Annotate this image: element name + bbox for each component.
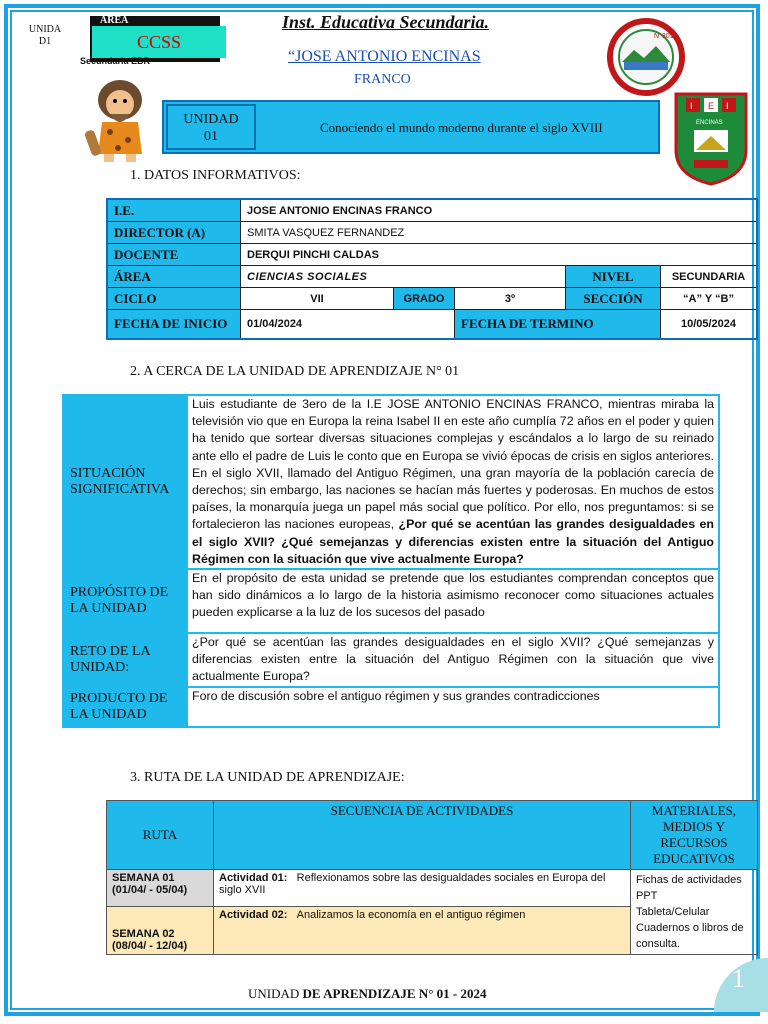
materials-cell (631, 870, 758, 955)
producto-label: PRODUCTO DE LA UNIDAD (63, 687, 187, 727)
school-round-logo (606, 18, 686, 96)
week-label: SEMANA 02 (112, 928, 175, 940)
activity-cell (214, 870, 631, 907)
unit-about-table (62, 394, 720, 728)
area-value-badge: CCSS (92, 26, 226, 58)
table-row (107, 199, 757, 222)
col-ruta: RUTA (107, 801, 214, 870)
situacion-text: Luis estudiante de 3ero de la I.E JOSE ANTONIO ENCINAS FRANCO, mientras miraba la televisión vio que en Europa la reina Isabel II en este año cumplía 72 años en el poder y quien ha tenido que sortear diversas situaciones complejas y escándalos a lo largo de su reinado ante ello el padre de Luis le conto que en Europa se vivió épocas de crisis en siglos anteriores. En el siglo XVII, llamado del Antiguo Régimen, una gran mayoría de la población carecía de derechos; sin embargo, las naciones se hacían más fuertes y poderosas. En muchos de estos países, la monarquía juega un papel más social que político. Por ello, nos preguntamos: si se fortalecieron las naciones europeas, (192, 397, 714, 532)
inicio-label: FECHA DE INICIO (107, 310, 241, 340)
caveman-mascot-image (80, 70, 160, 166)
table-row (107, 244, 757, 266)
week-cell (107, 907, 214, 955)
footer-bold: DE APRENDIZAJE N° 01 - 2024 (302, 986, 487, 1001)
table-row (63, 395, 719, 569)
unit-number-box (166, 104, 256, 150)
nivel-label: NIVEL (566, 266, 661, 288)
activity-description: Reflexionamos sobre las desigualdades sociales en Europa del siglo XVII (219, 872, 606, 896)
table-row (107, 310, 757, 340)
section-3-heading: 3. RUTA DE LA UNIDAD DE APRENDIZAJE: (130, 770, 405, 785)
proposito-label: PROPÓSITO DE LA UNIDAD (63, 569, 187, 633)
activity-label: Actividad 02: (219, 909, 288, 922)
unit-title: Conociendo el mundo moderno durante el siglo XVIII (320, 120, 603, 135)
shield-logo-text: ENCINAS (696, 120, 723, 126)
week-label: SEMANA 01 (112, 872, 175, 884)
situacion-cell (187, 395, 719, 569)
activity-description: Analizamos la economía en el antiguo régimen (296, 909, 526, 922)
termino-label: FECHA DE TERMINO (455, 310, 661, 340)
school-name: “JOSE ANTONIO ENCINAS (288, 48, 481, 65)
unit-label: UNIDAD (183, 112, 239, 127)
situacion-questions: ¿Por qué se acentúan las grandes desigualdades en el siglo XVII? ¿Qué semejanzas y diferencias existen entre la situación del Antiguo Régimen con la situación que vive actualmente Europa? (192, 517, 714, 566)
producto-text: Foro de discusión sobre el antiguo régimen y sus grandes contradicciones (187, 687, 719, 727)
col-materiales: MATERIALES, MEDIOS Y RECURSOS EDUCATIVOS (631, 801, 758, 870)
route-table (106, 800, 758, 955)
ie-label: I.E. (107, 199, 241, 222)
proposito-text: En el propósito de esta unidad se pretende que los estudiantes comprendan conceptos que han sido dinámicos a lo largo de la historia asimismo reconocer como situaciones actuales pueden explicarse a la luz de los sucesos del pasado (187, 569, 719, 633)
seccion-label: SECCIÓN (566, 288, 661, 310)
activity-label: Actividad 01: (219, 872, 288, 884)
table-row (107, 870, 758, 907)
area-row-label: ÁREA (107, 266, 241, 288)
table-row (107, 266, 757, 288)
seccion-value: “A” Y “B” (661, 288, 758, 310)
situacion-label: SITUACIÓN SIGNIFICATIVA (63, 395, 187, 569)
svg-text:I: I (690, 101, 693, 111)
docente-label: DOCENTE (107, 244, 241, 266)
page-number: 1 (732, 964, 745, 993)
grado-value: 3º (455, 288, 566, 310)
activity-cell (214, 907, 631, 955)
reto-text: ¿Por qué se acentúan las grandes desigualdades en el siglo XVII? ¿Qué semejanzas y diferencias existen entre la situación del Antiguo Régimen con la situación que vive actualmente Europa? (187, 633, 719, 687)
docente-value: DERQUI PINCHI CALDAS (241, 244, 758, 266)
inicio-value: 01/04/2024 (241, 310, 455, 340)
section-1-heading: 1. DATOS INFORMATIVOS: (130, 168, 301, 183)
table-row (63, 633, 719, 687)
footer-prefix: UNIDAD (248, 986, 300, 1001)
info-table (106, 198, 758, 340)
ciclo-value: VII (241, 288, 394, 310)
director-label: DIRECTOR (A) (107, 222, 241, 244)
secondary-label: Secundaria EBR (80, 56, 151, 66)
table-row (63, 687, 719, 727)
logo-number: N°301 (654, 33, 674, 40)
table-row (107, 288, 757, 310)
material-item: Cuadernos o libros de consulta. (636, 922, 744, 950)
week-cell (107, 870, 214, 907)
school-name-continued: FRANCO (354, 72, 411, 87)
week-dates: (01/04/ - 05/04) (112, 884, 188, 896)
area-label: AREA (100, 15, 129, 26)
institution-title: Inst. Educativa Secundaria. (282, 12, 490, 32)
table-row (107, 222, 757, 244)
material-item: Fichas de actividades (636, 874, 742, 886)
col-secuencia: SECUENCIA DE ACTIVIDADES (214, 801, 631, 870)
unit-number: 01 (204, 129, 218, 144)
svg-text:E: E (708, 101, 715, 111)
svg-text:I: I (726, 101, 729, 111)
table-row (63, 569, 719, 633)
school-shield-logo (672, 90, 750, 186)
footer-text (248, 986, 487, 1002)
director-value: SMITA VASQUEZ FERNANDEZ (241, 222, 758, 244)
week-dates: (08/04/ - 12/04) (112, 940, 188, 952)
ie-value: JOSE ANTONIO ENCINAS FRANCO (241, 199, 758, 222)
nivel-value: SECUNDARIA (661, 266, 758, 288)
table-row (107, 801, 758, 870)
ciclo-label: CICLO (107, 288, 241, 310)
reto-label: RETO DE LA UNIDAD: (63, 633, 187, 687)
grado-label: GRADO (394, 288, 455, 310)
section-2-heading: 2. A CERCA DE LA UNIDAD DE APRENDIZAJE N° 01 (130, 364, 460, 379)
unit-tag: UNIDA D1 (22, 16, 68, 56)
material-item: PPT (636, 890, 658, 902)
termino-value: 10/05/2024 (661, 310, 758, 340)
area-row-value: CIENCIAS SOCIALES (241, 266, 566, 288)
material-item: Tableta/Celular (636, 906, 710, 918)
